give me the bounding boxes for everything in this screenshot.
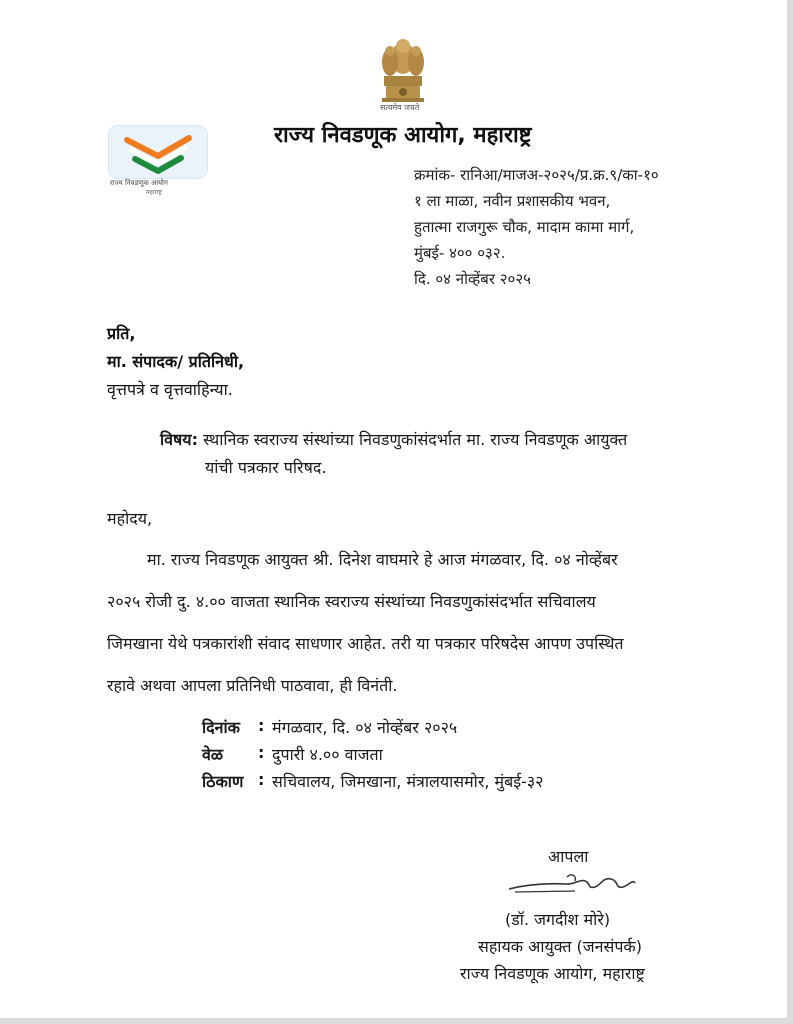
closing: आपला <box>548 847 589 866</box>
page-title: राज्य निवडणूक आयोग, महाराष्ट्र <box>274 123 532 148</box>
subject-text-2: यांची पत्रकार परिषद. <box>205 458 327 477</box>
detail-label-date: दिनांक <box>202 718 240 737</box>
logo-caption: राज्य निवडणूक आयोग <box>110 179 168 187</box>
detail-label-time: वेळ <box>202 745 224 764</box>
sec-logo <box>108 125 208 179</box>
body-line-4: रहावे अथवा आपला प्रतिनिधी पाठवावा, ही विनंती. <box>107 676 398 695</box>
detail-label-venue: ठिकाण <box>202 772 244 791</box>
signature-icon <box>505 867 640 899</box>
recipient-media: वृत्तपत्रे व वृत्तवाहिन्या. <box>107 380 233 399</box>
subject-line-1 <box>160 428 627 450</box>
address-line-2: हुतात्मा राजगुरू चौक, मादाम कामा मार्ग, <box>414 218 635 236</box>
body-line-2: २०२५ रोजी दु. ४.०० वाजता स्थानिक स्वराज्य संस्थांच्या निवडणुकांसंदर्भात सचिवालय <box>107 592 596 611</box>
address-line-1: १ ला माळा, नवीन प्रशासकीय भवन, <box>414 192 611 210</box>
detail-colon-date: : <box>258 716 265 735</box>
subject-text-1: स्थानिक स्वराज्य संस्थांच्या निवडणुकांसंदर्भात मा. राज्य निवडणूक आयुक्त <box>203 430 628 449</box>
recipient-prati: प्रति, <box>107 324 136 343</box>
recipient-editor: मा. संपादक/ प्रतिनिधी, <box>107 352 245 371</box>
subject-label: विषय: <box>160 430 198 449</box>
detail-value-time: दुपारी ४.०० वाजता <box>272 745 383 764</box>
detail-colon-time: : <box>258 743 265 762</box>
logo-caption-sub: महाराष्ट्र <box>146 189 162 196</box>
body-line-3: जिमखाना येथे पत्रकारांशी संवाद साधणार आहेत. तरी या पत्रकार परिषदेस आपण उपस्थित <box>107 634 624 653</box>
letter-date: दि. ०४ नोव्हेंबर २०२५ <box>414 270 531 288</box>
signatory-designation: सहायक आयुक्त (जनसंपर्क) <box>478 937 642 956</box>
address-line-3: मुंबई- ४०० ०३२. <box>414 244 506 262</box>
detail-value-date: मंगळवार, दि. ०४ नोव्हेंबर २०२५ <box>272 718 458 737</box>
state-emblem-icon <box>372 28 434 112</box>
reference-number: क्रमांक- रानिआ/माजअ-२०२५/प्र.क्र.९/का-१० <box>414 166 659 184</box>
detail-value-venue: सचिवालय, जिमखाना, मंत्रालयासमोर, मुंबई-३२ <box>272 772 544 791</box>
detail-colon-venue: : <box>258 770 265 789</box>
signatory-name: (डॉ. जगदीश मोरे) <box>505 910 611 929</box>
body-line-1: मा. राज्य निवडणूक आयुक्त श्री. दिनेश वाघमारे हे आज मंगळवार, दि. ०४ नोव्हेंबर <box>147 550 618 569</box>
emblem-motto: सत्यमेव जयते <box>380 103 420 112</box>
salutation: महोदय, <box>107 509 153 528</box>
ballot-check-logo-icon <box>109 126 207 178</box>
signatory-office: राज्य निवडणूक आयोग, महाराष्ट्र <box>460 964 645 983</box>
